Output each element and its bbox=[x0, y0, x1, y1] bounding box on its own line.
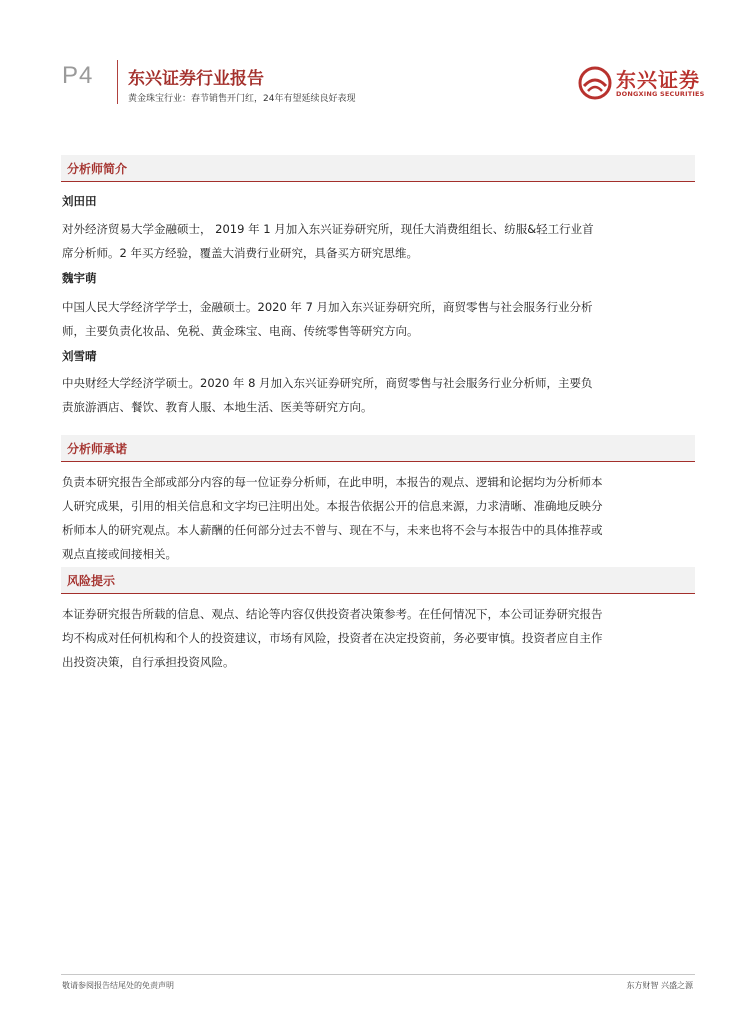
section-title: 分析师简介 bbox=[67, 162, 128, 176]
text-line: 出投资决策，自行承担投资风险。 bbox=[62, 655, 235, 669]
company-logo bbox=[578, 64, 705, 104]
page-number: P4 bbox=[62, 62, 94, 89]
analyst-bio bbox=[62, 371, 690, 419]
text-line: 观点直接或间接相关。 bbox=[62, 547, 177, 561]
analyst-bio bbox=[62, 295, 690, 343]
analyst-name: 魏宇萌 bbox=[62, 271, 97, 285]
report-title: 东兴证券行业报告 bbox=[128, 69, 264, 89]
header-divider bbox=[117, 60, 118, 104]
section-header-analysts bbox=[61, 155, 695, 182]
section-header-commitment bbox=[61, 435, 695, 462]
logo-subtext: DONGXING SECURITIES bbox=[616, 90, 705, 98]
text-line: 中国人民大学经济学学士，金融硕士。2020 年 7 月加入东兴证券研究所，商贸零售与社会服务行业分析 bbox=[62, 300, 593, 314]
text-line: 本证券研究报告所载的信息、观点、结论等内容仅供投资者决策参考。在任何情况下，本公司证券研究报告 bbox=[62, 607, 603, 621]
text-line: 中央财经大学经济学硕士。2020 年 8 月加入东兴证券研究所，商贸零售与社会服务行业分析师，主要负 bbox=[62, 376, 593, 390]
logo-text: 东兴证券 bbox=[616, 68, 700, 92]
risk-text bbox=[62, 602, 690, 674]
section-title: 风险提示 bbox=[67, 574, 116, 588]
text-line: 责旅游酒店、餐饮、教育人服、本地生活、医美等研究方向。 bbox=[62, 400, 373, 414]
footer-divider bbox=[61, 974, 695, 975]
analyst-name: 刘雪晴 bbox=[62, 349, 97, 363]
analyst-bio bbox=[62, 217, 690, 265]
logo-emblem-icon bbox=[578, 66, 612, 100]
text-line: 席分析师。2 年买方经验，覆盖大消费行业研究，具备买方研究思维。 bbox=[62, 246, 418, 260]
commitment-text bbox=[62, 470, 690, 566]
footer-slogan: 东方财智 兴盛之源 bbox=[626, 981, 693, 990]
report-subtitle: 黄金珠宝行业：春节销售开门红，24年有望延续良好表现 bbox=[128, 94, 356, 104]
text-line: 负责本研究报告全部或部分内容的每一位证券分析师，在此申明，本报告的观点、逻辑和论据均为分析师本 bbox=[62, 475, 603, 489]
text-line: 师，主要负责化妆品、免税、黄金珠宝、电商、传统零售等研究方向。 bbox=[62, 324, 419, 338]
footer-disclaimer: 敬请参阅报告结尾处的免责声明 bbox=[62, 981, 174, 990]
section-header-risk bbox=[61, 567, 695, 594]
text-line: 对外经济贸易大学金融硕士， 2019 年 1 月加入东兴证券研究所，现任大消费组组长、纺服&轻工行业首 bbox=[62, 222, 594, 236]
analyst-name: 刘田田 bbox=[62, 194, 97, 208]
text-line: 均不构成对任何机构和个人的投资建议，市场有风险，投资者在决定投资前，务必要审慎。投资者应自主作 bbox=[62, 631, 603, 645]
section-title: 分析师承诺 bbox=[67, 442, 128, 456]
text-line: 人研究成果，引用的相关信息和文字均已注明出处。本报告依据公开的信息来源，力求清晰、准确地反映分 bbox=[62, 499, 603, 513]
text-line: 析师本人的研究观点。本人薪酬的任何部分过去不曾与、现在不与，未来也将不会与本报告中的具体推荐或 bbox=[62, 523, 603, 537]
